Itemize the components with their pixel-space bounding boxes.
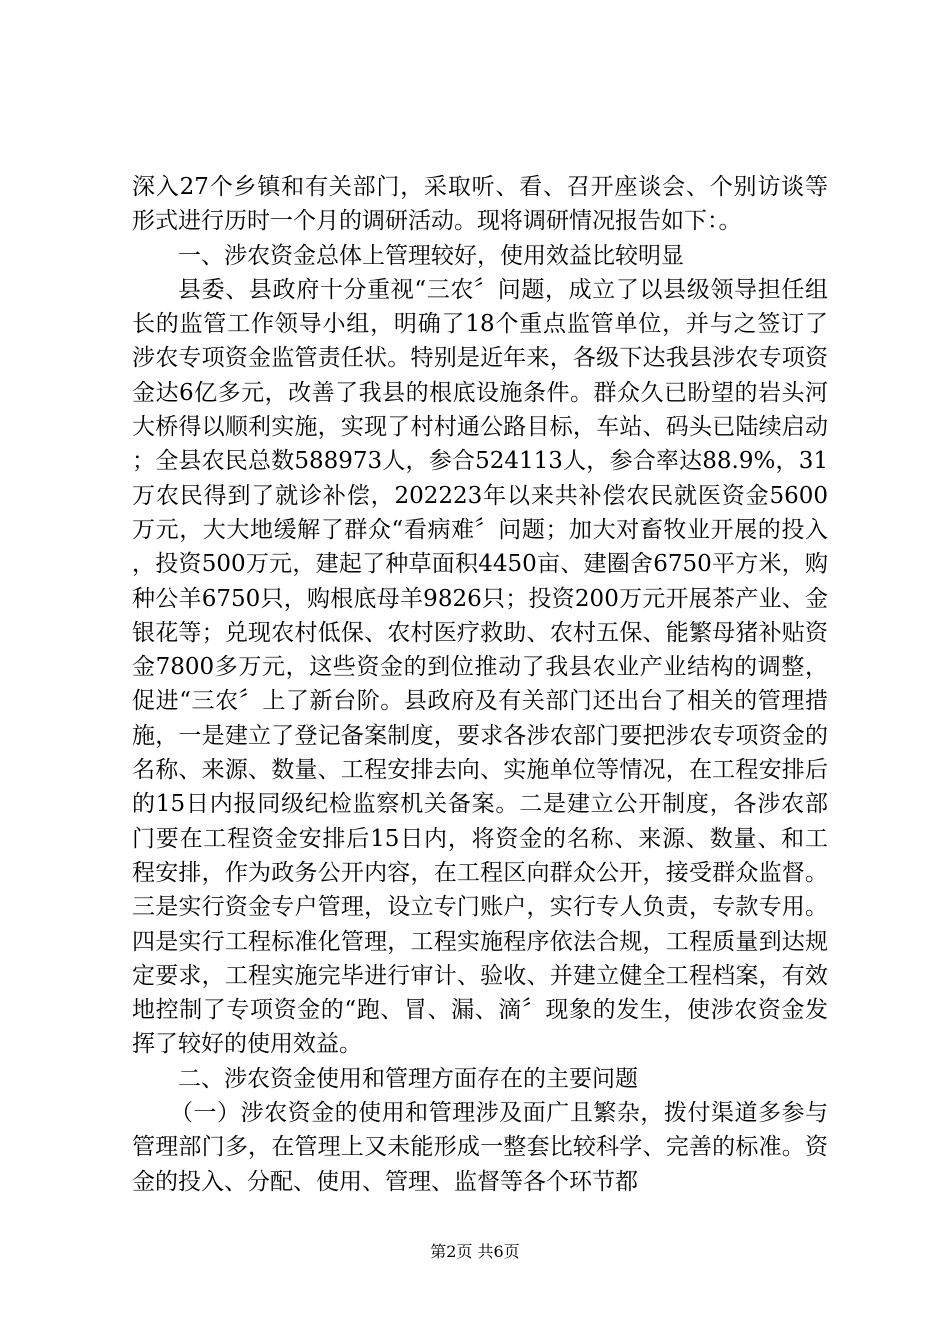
section-heading-1: 一、涉农资金总体上管理较好，使用效益比较明显 [178, 242, 684, 269]
document-body [132, 170, 828, 1199]
page-number: 第2页 共6页 [430, 1242, 520, 1261]
page-footer [0, 1242, 950, 1262]
paragraph-intro-continuation: 深入27个乡镇和有关部门，采取听、看、召开座谈会、个别访谈等形式进行历时一个月的调研活动。现将调研情况报告如下：。 [132, 174, 828, 235]
paragraph-section-1-body: 县委、县政府十分重视“三农〞问题，成立了以县级领导担任组长的监管工作领导小组，明确了18个重点监管单位，并与之签订了涉农专项资金监管责任状。特别是近年来，各级下达我县涉农专项资金达6亿多元，改善了我县的根底设施条件。群众久已盼望的岩头河大桥得以顺利实施，实现了村村通公路目标，车站、码头已陆续启动；全县农民总数588973人，参合524113人，参合率达88.9%，31万农民得到了就诊补偿，202223年以来共补偿农民就医资金5600万元，大大地缓解了群众“看病难〞问题；加大对畜牧业开展的投入，投资500万元，建起了种草面积4450亩、建圈舍6750平方米，购种公羊6750只，购根底母羊9826只；投资200万元开展茶产业、金银花等；兑现农村低保、农村医疗救助、农村五保、能繁母猪补贴资金7800多万元，这些资金的到位推动了我县农业产业结构的调整，促进“三农〞上了新台阶。县政府及有关部门还出台了相关的管理措施，一是建立了登记备案制度，要求各涉农部门要把涉农专项资金的名称、来源、数量、工程安排去向、实施单位等情况，在工程安排后的15日内报同级纪检监察机关备案。二是建立公开制度，各涉农部门要在工程资金安排后15日内，将资金的名称、来源、数量、和工程安排，作为政务公开内容，在工程区向群众公开，接受群众监督。三是实行资金专户管理，设立专门账户，实行专人负责，专款专用。四是实行工程标准化管理，工程实施程序依法合规，工程质量到达规定要求，工程实施完毕进行审计、验收、并建立健全工程档案，有效地控制了专项资金的“跑、冒、漏、滴〞现象的发生，使涉农资金发挥了较好的使用效益。 [132, 276, 828, 1058]
section-heading-2: 二、涉农资金使用和管理方面存在的主要问题 [178, 1065, 638, 1092]
paragraph-section-2-item-1: （一）涉农资金的使用和管理涉及面广且繁杂，拨付渠道多参与管理部门多，在管理上又未能形成一整套比较科学、完善的标准。资金的投入、分配、使用、管理、监督等各个环节都 [132, 1100, 828, 1195]
